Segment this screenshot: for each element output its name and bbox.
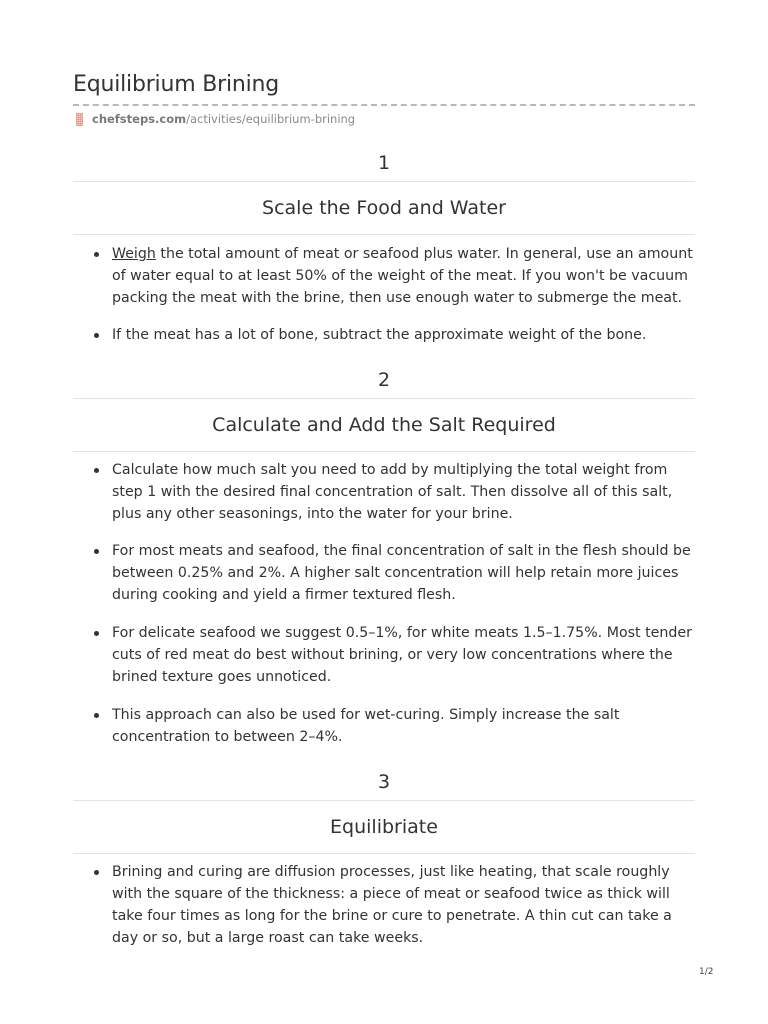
page-title: Equilibrium Brining: [73, 72, 280, 97]
list-item: [73, 861, 695, 949]
list-item: [73, 459, 695, 525]
list-item: [73, 324, 695, 346]
bullet-dot: [94, 713, 99, 718]
weigh-link[interactable]: Weigh: [112, 246, 156, 262]
list-item-text: For delicate seafood we suggest 0.5–1%, for white meats 1.5–1.75%. Most tender cuts of red meat do best without brining, or very low concentrations where the brined texture goes unnoticed.: [112, 625, 692, 685]
list-item-text: the total amount of meat or seafood plus water. In general, use an amount of water equal to at least 50% of the weight of the meat. If you won't be vacuum packing the meat with the brine, then use enough water to submerge the meat.: [112, 246, 693, 306]
source-path: /activities/equilibrium-brining: [186, 112, 356, 126]
page-number: 1/2: [699, 967, 714, 977]
step-number: 3: [73, 764, 695, 801]
title-divider: [73, 104, 695, 106]
bullet-dot: [94, 252, 99, 257]
bullet-dot: [94, 333, 99, 338]
list-item: [73, 243, 695, 309]
step-1-section: [73, 145, 695, 343]
step-title: Calculate and Add the Salt Required: [73, 399, 695, 452]
list-item-text: Calculate how much salt you need to add by multiplying the total weight from step 1 with the desired final concentration of salt. Then dissolve all of this salt, plus any other seasonings, into the water for your brine.: [112, 462, 673, 522]
list-item: [73, 704, 695, 748]
list-item: [73, 622, 695, 688]
list-item: [73, 540, 695, 606]
list-item-text: Brining and curing are diffusion processes, just like heating, that scale roughly with the square of the thickness: a piece of meat or seafood twice as thick will take four times as long for the brine or cure to penetrate. A thin cut can take a day or so, but a large roast can take weeks.: [112, 864, 672, 946]
step-number: 1: [73, 145, 695, 182]
list-item-text: If the meat has a lot of bone, subtract the approximate weight of the bone.: [112, 327, 647, 343]
step-3-section: [73, 764, 695, 946]
bullet-dot: [94, 468, 99, 473]
step-title: Equilibriate: [73, 801, 695, 854]
step-2-section: [73, 362, 695, 745]
list-item-text: For most meats and seafood, the final concentration of salt in the flesh should be between 0.25% and 2%. A higher salt concentration will help retain more juices during cooking and yield a firmer textured flesh.: [112, 543, 691, 603]
bullet-dot: [94, 631, 99, 636]
source-link[interactable]: [76, 112, 355, 126]
bullet-dot: [94, 870, 99, 875]
site-favicon-icon: [76, 113, 83, 126]
source-domain: chefsteps.com: [92, 112, 187, 126]
list-item-text: This approach can also be used for wet-curing. Simply increase the salt concentration to between 2–4%.: [112, 707, 620, 745]
step-title: Scale the Food and Water: [73, 182, 695, 235]
step-number: 2: [73, 362, 695, 399]
bullet-dot: [94, 549, 99, 554]
